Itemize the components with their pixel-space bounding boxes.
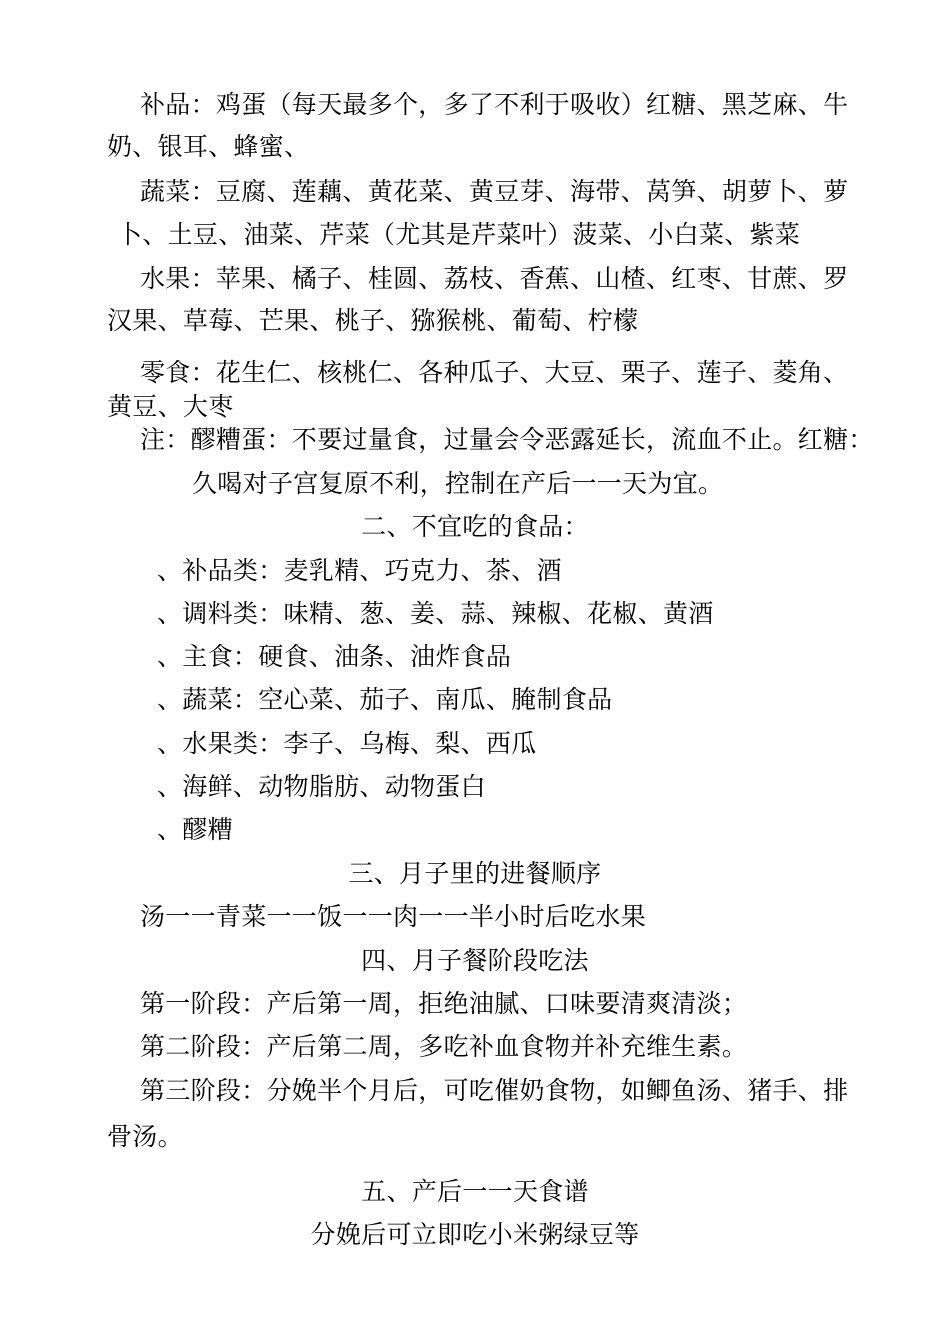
section-2-item-5: 、水果类：李子、乌梅、梨、西瓜 (157, 729, 537, 758)
supplements-line-1: 补品：鸡蛋（每天最多个，多了不利于吸收）红糖、黑芝麻、牛 (140, 90, 849, 119)
section-4-stage-3-line-1: 第三阶段：分娩半个月后，可吃催奶食物，如鲫鱼汤、猪手、排 (140, 1076, 849, 1105)
section-2-item-7: 、醪糟 (157, 815, 233, 844)
section-4-stage-3-line-2: 骨汤。 (107, 1122, 183, 1151)
snacks-line-2: 黄豆、大枣 (107, 392, 234, 421)
vegetables-line-2: 卜、土豆、油菜、芹菜（尤其是芹菜叶）菠菜、小白菜、紫菜 (117, 220, 801, 249)
section-2-item-2: 、调料类：味精、葱、姜、蒜、辣椒、花椒、黄酒 (157, 599, 714, 628)
section-4-stage-2: 第二阶段：产后第二周，多吃补血食物并补充维生素。 (140, 1032, 748, 1061)
section-2-item-3: 、主食：硬食、油条、油炸食品 (157, 642, 512, 671)
supplements-line-2: 奶、银耳、蜂蜜、 (107, 132, 310, 161)
section-4-heading: 四、月子餐阶段吃法 (361, 946, 589, 975)
snacks-line-1: 零食：花生仁、核桃仁、各种瓜子、大豆、栗子、莲子、菱角、 (140, 358, 849, 387)
section-2-heading: 二、不宜吃的食品： (361, 512, 589, 541)
section-2-item-6: 、海鲜、动物脂肪、动物蛋白 (157, 772, 486, 801)
section-3-heading: 三、月子里的进餐顺序 (348, 859, 602, 888)
section-5-heading: 五、产后一一天食谱 (361, 1177, 589, 1206)
fruits-line-2: 汉果、草莓、芒果、桃子、猕猴桃、葡萄、柠檬 (107, 306, 639, 335)
section-4-stage-1: 第一阶段：产后第一周，拒绝油腻、口味要清爽清淡； (140, 989, 748, 1018)
vegetables-line-1: 蔬菜：豆腐、莲藕、黄花菜、黄豆芽、海带、莴笋、胡萝卜、萝 (140, 177, 849, 206)
section-2-item-1: 、补品类：麦乳精、巧克力、茶、酒 (157, 556, 562, 585)
note-line-2: 久喝对子宫复原不利，控制在产后一一天为宜。 (192, 469, 724, 498)
fruits-line-1: 水果：苹果、橘子、桂圆、荔枝、香蕉、山楂、红枣、甘蔗、罗 (140, 264, 849, 293)
section-5-text: 分娩后可立即吃小米粥绿豆等 (310, 1220, 640, 1249)
note-line-1: 注：醪糟蛋：不要过量食，过量会令恶露延长，流血不止。红糖： (140, 425, 874, 454)
section-2-item-4: 、蔬菜：空心菜、茄子、南瓜、腌制食品 (157, 685, 613, 714)
section-3-text: 汤一一青菜一一饭一一肉一一半小时后吃水果 (140, 902, 647, 931)
